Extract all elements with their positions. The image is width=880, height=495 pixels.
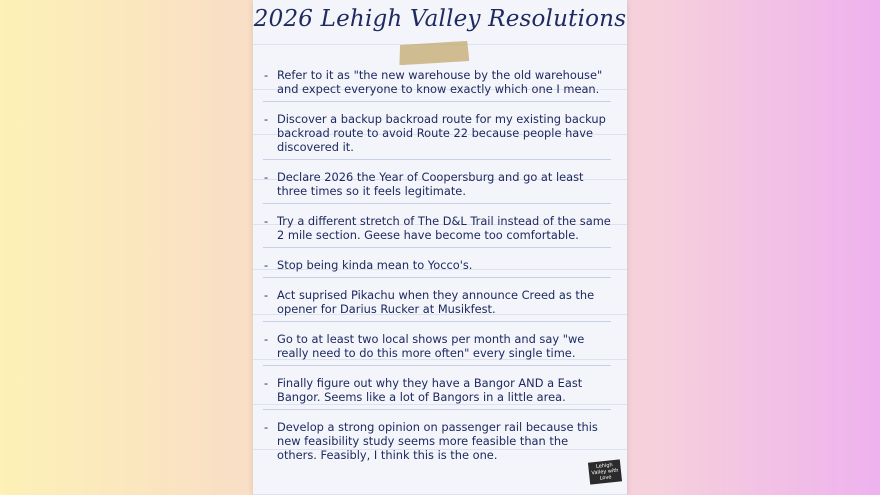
item-text: Go to at least two local shows per month and say "we really need to do this more often" every single time. — [277, 332, 585, 360]
item-text: Develop a strong opinion on passenger rail because this new feasibility study seems more feasible than the others. Feasibly, I think this is the one. — [277, 420, 598, 462]
page-title: 2026 Lehigh Valley Resolutions — [253, 6, 627, 32]
list-item — [263, 258, 611, 278]
list-item — [263, 288, 611, 322]
item-text: Act suprised Pikachu when they announce Creed as the opener for Darius Rucker at Musikfest. — [277, 288, 595, 316]
item-text: Stop being kinda mean to Yocco's. — [277, 258, 473, 272]
bullet: - — [264, 376, 269, 390]
list-item — [263, 112, 611, 160]
logo-stamp: Lehigh Valley with Love — [588, 459, 622, 484]
list-item — [263, 376, 611, 410]
bullet: - — [264, 332, 269, 346]
resolutions-paper — [253, 0, 627, 495]
bullet: - — [264, 214, 269, 228]
bullet: - — [264, 258, 269, 272]
list-item — [263, 332, 611, 366]
bullet: - — [264, 170, 269, 184]
list-item — [263, 170, 611, 204]
list-item — [263, 420, 611, 467]
resolutions-list — [263, 68, 611, 477]
item-text: Declare 2026 the Year of Coopersburg and go at least three times so it feels legitimate. — [277, 170, 584, 198]
item-text: Finally figure out why they have a Bangor AND a East Bangor. Seems like a lot of Bangors in a little area. — [277, 376, 583, 404]
bullet: - — [264, 68, 269, 82]
list-item — [263, 214, 611, 248]
bullet: - — [264, 288, 269, 302]
bullet: - — [264, 112, 269, 126]
bullet: - — [264, 420, 269, 434]
item-text: Discover a backup backroad route for my existing backup backroad route to avoid Route 22 because people have discovered it. — [277, 112, 606, 154]
item-text: Try a different stretch of The D&L Trail instead of the same 2 mile section. Geese have become too comfortable. — [277, 214, 611, 242]
list-item — [263, 68, 611, 102]
tape-decoration — [399, 41, 470, 65]
item-text: Refer to it as "the new warehouse by the old warehouse" and expect everyone to know exactly which one I mean. — [277, 68, 603, 96]
